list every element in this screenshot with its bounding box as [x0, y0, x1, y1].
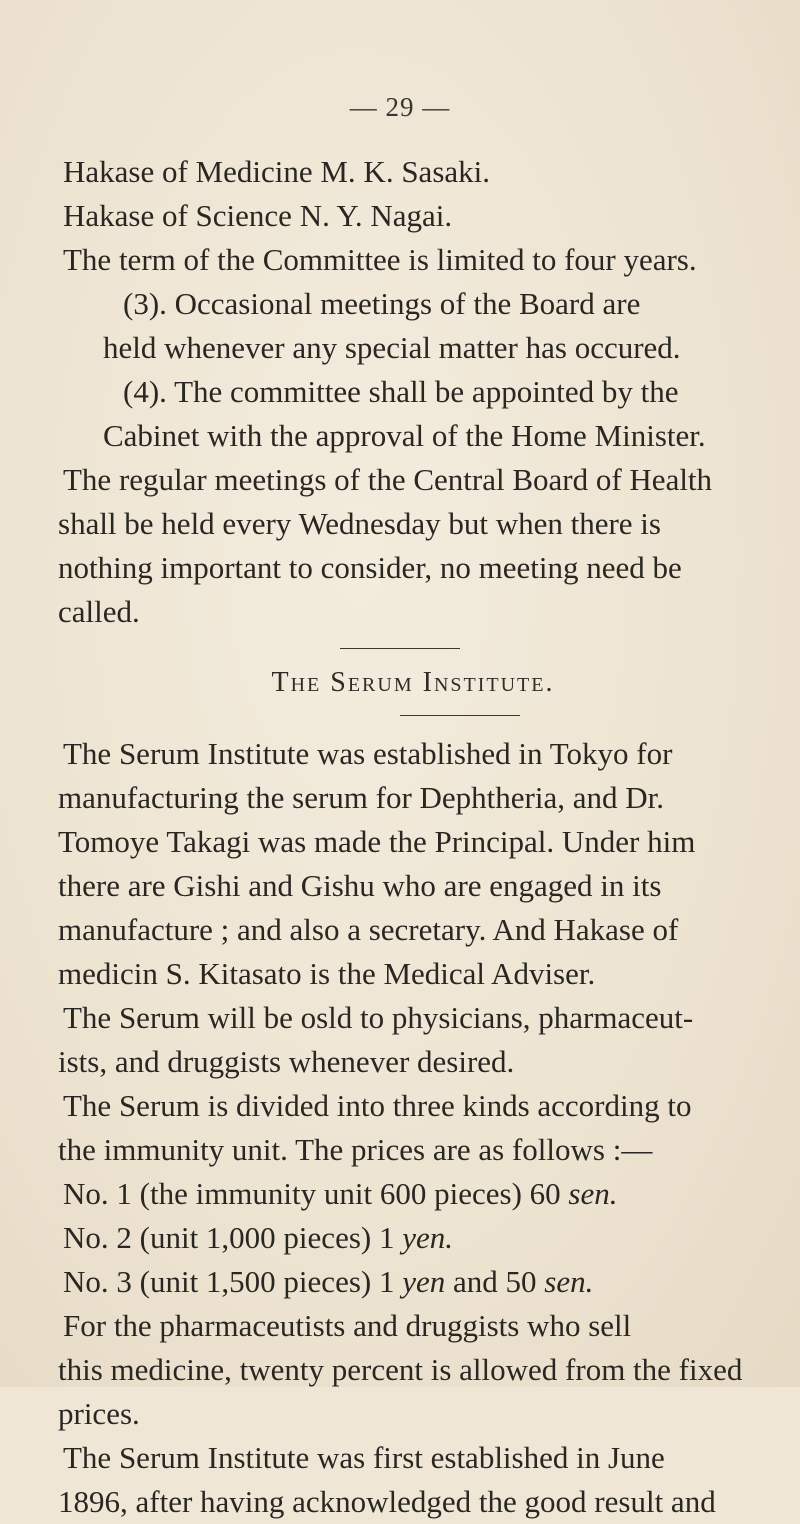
text-line: the immunity unit. The prices are as follows :— [58, 1132, 653, 1167]
text-line: For the pharmaceutists and druggists who sell [63, 1308, 632, 1343]
text-line: The Serum is divided into three kinds according to [63, 1088, 692, 1123]
section-divider-bottom [400, 715, 520, 716]
text-line: The Serum Institute was established in Tokyo for [63, 736, 673, 771]
price-text: No. 1 (the immunity unit 600 pieces) 60 [63, 1176, 561, 1211]
price-text: and 50 [453, 1264, 537, 1299]
text-line: The regular meetings of the Central Board of Health [63, 462, 713, 497]
text-line: Hakase of Science N. Y. Nagai. [63, 198, 453, 233]
price-text: No. 3 (unit 1,500 pieces) 1 [63, 1264, 395, 1299]
text-line: there are Gishi and Gishu who are engaged in its [58, 868, 662, 903]
text-line: Tomoye Takagi was made the Principal. Under him [58, 824, 696, 859]
page-number: — 29 — [349, 92, 451, 122]
text-line: shall be held every Wednesday but when there is [58, 506, 661, 541]
text-body [58, 150, 758, 1524]
text-line: manufacturing the serum for Dephtheria, and Dr. [58, 780, 665, 815]
currency-unit: yen [402, 1264, 446, 1299]
text-line: 1896, after having acknowledged the good result and [58, 1484, 716, 1519]
text-line: The Serum will be osld to physicians, pharmaceut- [63, 1000, 694, 1035]
text-line: ists, and druggists whenever desired. [58, 1044, 515, 1079]
text-line: (4). The committee shall be appointed by the [123, 374, 679, 409]
text-line: (3). Occasional meetings of the Board are [123, 286, 641, 321]
text-line: manufacture ; and also a secretary. And Hakase of [58, 912, 679, 947]
currency-unit: sen. [544, 1264, 594, 1299]
section-divider-top [340, 648, 460, 649]
price-line-1 [58, 1172, 758, 1216]
text-line: prices. [58, 1396, 140, 1431]
text-line: Hakase of Medicine M. K. Sasaki. [63, 154, 491, 189]
currency-unit: sen. [568, 1176, 618, 1211]
text-line: held whenever any special matter has occured. [103, 330, 681, 365]
price-line-2 [58, 1216, 758, 1260]
currency-unit: yen. [402, 1220, 453, 1255]
text-line: The term of the Committee is limited to four years. [63, 242, 697, 277]
text-line: Cabinet with the approval of the Home Minister. [103, 418, 706, 453]
text-line: medicin S. Kitasato is the Medical Adviser. [58, 956, 596, 991]
text-line: called. [58, 594, 140, 629]
section-heading: The Serum Institute. [271, 667, 555, 698]
text-line: this medicine, twenty percent is allowed from the fixed [58, 1352, 743, 1387]
text-line: The Serum Institute was first established in June [63, 1440, 665, 1475]
price-text: No. 2 (unit 1,000 pieces) 1 [63, 1220, 395, 1255]
text-line: nothing important to consider, no meeting need be [58, 550, 682, 585]
price-line-3 [58, 1260, 758, 1304]
